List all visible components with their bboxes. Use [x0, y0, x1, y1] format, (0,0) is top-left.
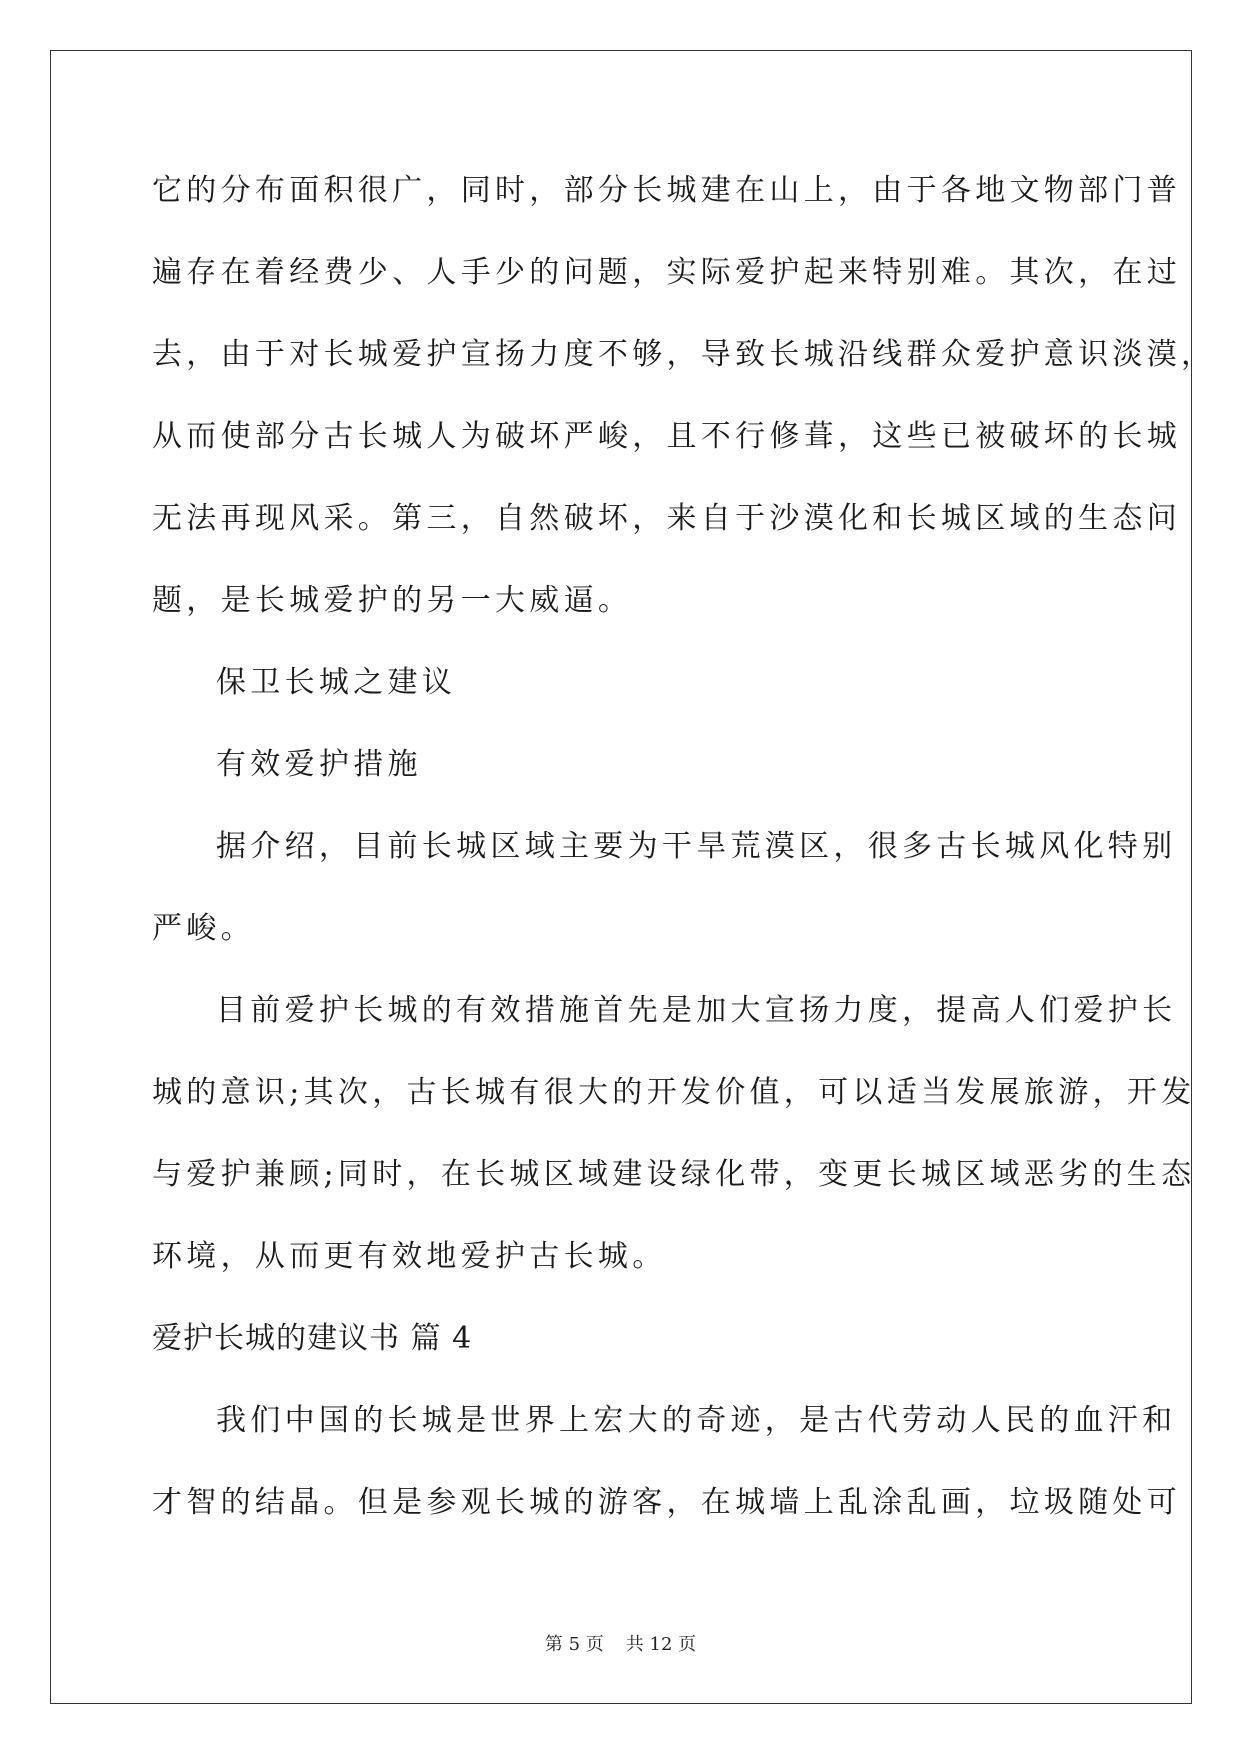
text-line: 才智的结晶。但是参观长城的游客，在城墙上乱涂乱画，垃圾随处可 [152, 1485, 1181, 1520]
text-line: 严峻。 [152, 911, 255, 946]
text-line: 题，是长城爱护的另一大威逼。 [152, 583, 633, 618]
text-line: 我们中国的长城是世界上宏大的奇迹，是古代劳动人民的血汗和 [216, 1403, 1177, 1438]
text-line: 城的意识;其次，古长城有很大的开发价值，可以适当发展旅游，开发 [152, 1075, 1196, 1110]
text-line: 与爱护兼顾;同时，在长城区域建设绿化带，变更长城区域恶劣的生态 [152, 1157, 1196, 1192]
text-line: 目前爱护长城的有效措施首先是加大宣扬力度，提高人们爱护长 [216, 993, 1177, 1028]
document-body [152, 150, 1216, 1544]
text-line: 从而使部分古长城人为破坏严峻，且不行修葺，这些已被破坏的长城 [152, 419, 1181, 454]
page-footer [0, 1630, 1241, 1656]
page-number: 第 5 页 [544, 1634, 604, 1655]
text-line: 环境，从而更有效地爱护古长城。 [152, 1239, 667, 1274]
article-heading: 爱护长城的建议书 篇 4 [152, 1321, 473, 1356]
section-heading: 保卫长城之建议 [216, 665, 457, 700]
text-line: 遍存在着经费少、人手少的问题，实际爱护起来特别难。其次，在过 [152, 255, 1181, 290]
page-total: 共 12 页 [625, 1634, 697, 1655]
section-subheading: 有效爱护措施 [216, 747, 422, 782]
text-line: 它的分布面积很广，同时，部分长城建在山上，由于各地文物部门普 [152, 173, 1181, 208]
text-line: 无法再现风采。第三，自然破坏，来自于沙漠化和长城区域的生态问 [152, 501, 1181, 536]
text-line: 去，由于对长城爱护宣扬力度不够，导致长城沿线群众爱护意识淡漠， [152, 337, 1216, 372]
text-line: 据介绍，目前长城区域主要为干旱荒漠区，很多古长城风化特别 [216, 829, 1177, 864]
